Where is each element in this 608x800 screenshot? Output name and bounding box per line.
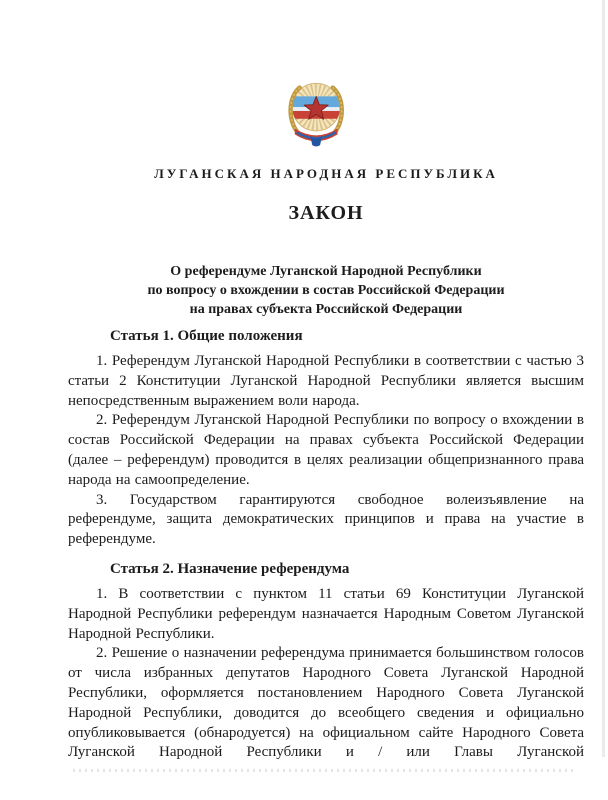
document-type-title: ЗАКОН bbox=[288, 202, 364, 224]
article-1-paragraph-2: 2. Референдум Луганской Народной Республики по вопросу о вхождении в состав Российской Федерации на правах субъекта Российской Федерации (далее – референдум) проводится в целях реализации общепризнанного права народа на самоопределение. bbox=[68, 412, 584, 488]
emblem-container bbox=[58, 72, 574, 148]
page-right-edge-line bbox=[602, 0, 605, 757]
law-title-line-1: О референдуме Луганской Народной Республики bbox=[170, 264, 482, 279]
article-2-paragraph-2-cut-off: 2. Решение о назначении референдума принимается большинством голосов от числа избранных депутатов Народного Совета Луганской Народной Республики, оформляется постановлением Народного Совета Луганской Народной Республики, доводится до всеобщего сведения и официально опубликовывается (обнародуется) на официальном сайте Народного Совета Луганской Народной Республики и / или Главы Луганской bbox=[68, 645, 584, 761]
article-1-heading: Статья 1. Общие положения bbox=[110, 328, 303, 344]
article-1-paragraph-1: 1. Референдум Луганской Народной Республики в соответствии с частью 3 статьи 2 Конституции Луганской Народной Республики является высшим непосредственным выражением воли народа. bbox=[68, 353, 584, 409]
article-2-heading: Статья 2. Назначение референдума bbox=[110, 560, 350, 577]
article-2-paragraph-1: 1. В соответствии с пунктом 11 статьи 69 Конституции Луганской Народной Республики референдум назначается Народным Советом Луганской Народной Республики. bbox=[68, 585, 584, 642]
lpr-coat-of-arms-icon bbox=[285, 72, 347, 148]
article-1-paragraph-3: 3. Государством гарантируются свободное волеизъявление на референдуме, защита демократических принципов и права на участие в референдуме. bbox=[68, 491, 584, 548]
law-title-line-2: по вопросу о вхождении в состав Российской Федерации bbox=[147, 283, 505, 298]
republic-name-header: ЛУГАНСКАЯ НАРОДНАЯ РЕСПУБЛИКА bbox=[154, 166, 498, 181]
law-title-line-3: на правах субъекта Российской Федерации bbox=[189, 302, 463, 317]
cut-off-text-line-remnant bbox=[73, 769, 573, 772]
law-title bbox=[68, 262, 584, 319]
